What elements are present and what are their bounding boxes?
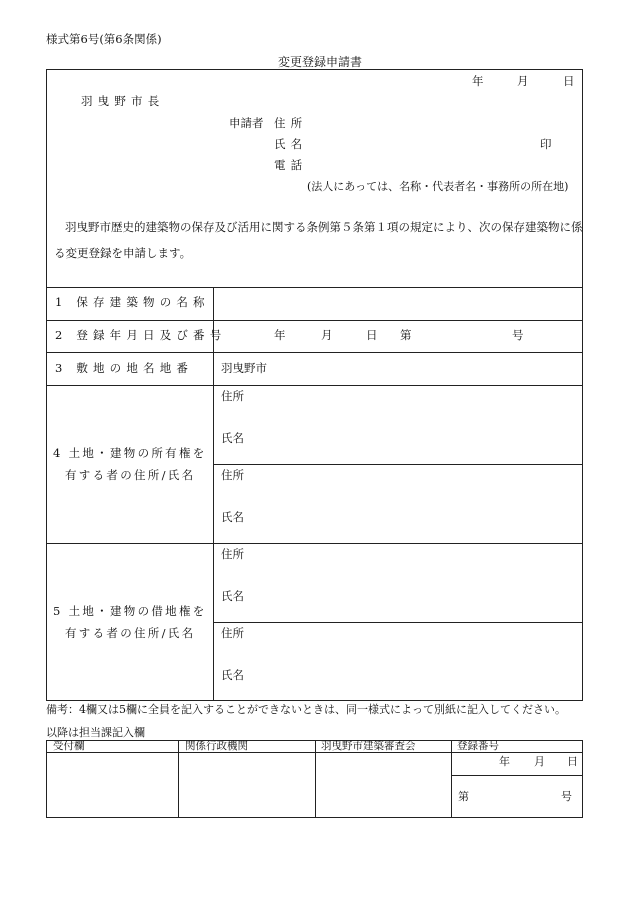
form-number: 様式第6号(第6条関係) xyxy=(46,32,162,46)
row4-name-1: 氏名 xyxy=(221,431,244,445)
office-col-council: 羽曳野市建築審査会 xyxy=(321,740,416,752)
row5-address-2: 住所 xyxy=(221,626,244,640)
page-title: 変更登録申請書 xyxy=(278,55,363,69)
row2-label: 2 登録年月日及び番号 xyxy=(55,328,227,342)
row5-name-2: 氏名 xyxy=(221,668,244,682)
row4-address-1: 住所 xyxy=(221,389,244,403)
office-col-agencies: 関係行政機関 xyxy=(185,740,248,752)
row2-year: 年 xyxy=(274,328,286,342)
applicant-label: 申請者 xyxy=(229,116,264,130)
remarks: 備考：4欄又は5欄に全員を記入することができないときは、同一様式によって別紙に記入してください。 xyxy=(46,703,566,716)
row2-go: 号 xyxy=(512,328,524,342)
corporation-note: (法人にあっては、名称・代表者名・事務所の所在地) xyxy=(307,180,569,193)
row4-name-2: 氏名 xyxy=(221,510,244,524)
applicant-address-label: 住所 xyxy=(274,116,308,130)
row3-label: 3 敷地の地名地番 xyxy=(55,361,194,375)
date-day: 日 xyxy=(563,74,575,88)
application-statement: 羽曳野市歴史的建築物の保存及び活用に関する条例第５条第１項の規定により、次の保存建築物に係る変更登録を申請します。 xyxy=(54,220,583,260)
row5-address-1: 住所 xyxy=(221,547,244,561)
row2-dai: 第 xyxy=(400,328,412,342)
office-year: 年 xyxy=(499,755,510,768)
row1-label: 1 保存建築物の名称 xyxy=(55,295,210,309)
office-col-registration-no: 登録番号 xyxy=(457,740,499,752)
row4-label-line1: 4 土地・建物の所有権を xyxy=(53,446,207,460)
office-caption: 以降は担当課記入欄 xyxy=(46,726,145,739)
row5-label-line1: 5 土地・建物の借地権を xyxy=(53,604,207,618)
row2-month: 月 xyxy=(321,328,333,342)
applicant-phone-label: 電話 xyxy=(274,158,308,172)
seal-mark: 印 xyxy=(540,137,552,151)
office-day: 日 xyxy=(567,755,578,768)
addressee: 羽曳野市長 xyxy=(81,94,165,108)
office-go: 号 xyxy=(561,790,572,803)
date-month: 月 xyxy=(517,74,529,88)
office-col-reception: 受付欄 xyxy=(53,740,85,752)
row3-value: 羽曳野市 xyxy=(221,361,267,375)
row5-label-line2: 有する者の住所/氏名 xyxy=(65,626,196,640)
row5-name-1: 氏名 xyxy=(221,589,244,603)
row4-address-2: 住所 xyxy=(221,468,244,482)
office-month: 月 xyxy=(534,755,545,768)
office-dai: 第 xyxy=(458,790,469,803)
applicant-name-label: 氏名 xyxy=(274,137,308,151)
row4-label-line2: 有する者の住所/氏名 xyxy=(65,468,196,482)
row2-day: 日 xyxy=(366,328,378,342)
date-year: 年 xyxy=(472,74,484,88)
